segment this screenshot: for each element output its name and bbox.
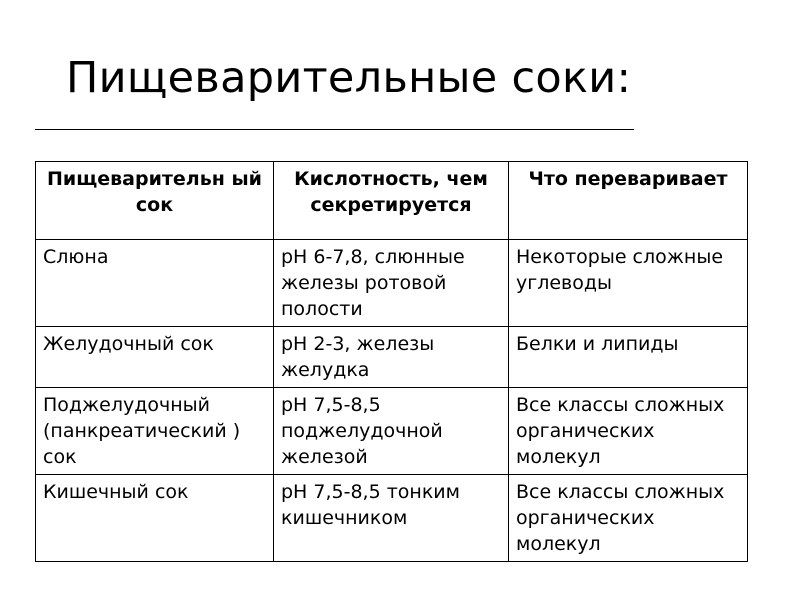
cell-acidity: pH 7,5-8,5 поджелудочной железой bbox=[274, 388, 509, 475]
header-digests: Что переваривает bbox=[509, 162, 748, 240]
cell-juice: Кишечный сок bbox=[36, 475, 274, 562]
slide-title: Пищеварительные соки: bbox=[66, 53, 632, 103]
cell-acidity: pH 6-7,8, слюнные железы ротовой полости bbox=[274, 240, 509, 327]
header-acidity: Кислотность, чем секретируется bbox=[274, 162, 509, 240]
cell-digests: Все классы сложных органических молекул bbox=[509, 475, 748, 562]
cell-acidity: pH 7,5-8,5 тонким кишечником bbox=[274, 475, 509, 562]
cell-juice: Слюна bbox=[36, 240, 274, 327]
digestive-juices-table bbox=[35, 161, 748, 562]
table-row bbox=[36, 240, 748, 327]
cell-acidity: pH 2-3, железы желудка bbox=[274, 327, 509, 388]
cell-digests: Все классы сложных органических молекул bbox=[509, 388, 748, 475]
table-row bbox=[36, 475, 748, 562]
cell-juice: Поджелудочный (панкреатический ) сок bbox=[36, 388, 274, 475]
table-row bbox=[36, 327, 748, 388]
header-juice: Пищеварительн ый сок bbox=[36, 162, 274, 240]
table-header-row bbox=[36, 162, 748, 240]
cell-juice: Желудочный сок bbox=[36, 327, 274, 388]
cell-digests: Некоторые сложные углеводы bbox=[509, 240, 748, 327]
title-divider bbox=[35, 129, 634, 130]
cell-digests: Белки и липиды bbox=[509, 327, 748, 388]
table-row bbox=[36, 388, 748, 475]
